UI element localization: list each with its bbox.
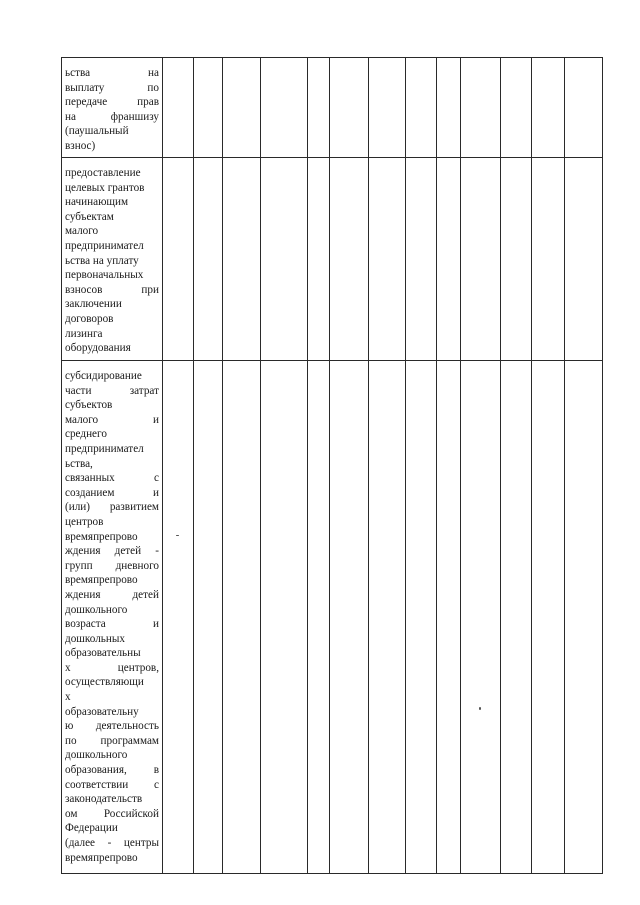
- empty-cell: [261, 58, 308, 158]
- row-2-description-cell: [62, 158, 163, 361]
- cell-text-line: времяпрепрово: [65, 574, 138, 587]
- cell-text-line: образовательны: [65, 647, 141, 660]
- document-table: [61, 57, 603, 874]
- cell-text-line: части затрат: [65, 384, 159, 397]
- cell-text-line: (далее - центры: [65, 837, 159, 849]
- empty-cell: [261, 158, 308, 361]
- empty-cell: [532, 158, 565, 361]
- cell-text-line: субъектов: [65, 399, 113, 412]
- table-row: [62, 361, 603, 874]
- empty-cell: [261, 361, 308, 874]
- cell-text-line: созданием и: [65, 486, 159, 499]
- empty-cell: [501, 58, 532, 158]
- cell-text-line: взнос): [65, 139, 96, 152]
- row-1-description-cell: [62, 58, 163, 158]
- scan-speck: [176, 535, 179, 536]
- empty-cell: [532, 58, 565, 158]
- cell-text-line: образования, в: [65, 764, 159, 777]
- cell-text-line: ьства на: [65, 67, 159, 79]
- cell-text-line: центров: [65, 515, 104, 528]
- empty-cell: [369, 58, 406, 158]
- cell-text-line: Федерации: [65, 822, 118, 835]
- empty-cell: [163, 361, 194, 874]
- cell-text-line: малого: [65, 225, 99, 238]
- cell-text-line: договоров: [65, 312, 114, 325]
- cell-text-line: выплату по: [65, 81, 159, 94]
- empty-cell: [461, 58, 501, 158]
- empty-cell: [330, 361, 369, 874]
- cell-text-line: предпринимател: [65, 239, 144, 252]
- cell-text-line: оборудования: [65, 342, 131, 355]
- empty-cell: [330, 158, 369, 361]
- empty-cell: [565, 58, 603, 158]
- cell-text-line: передаче прав: [65, 96, 159, 109]
- empty-cell: [194, 158, 223, 361]
- cell-text-line: связанных с: [65, 472, 159, 485]
- cell-text-line: предоставление: [65, 167, 141, 179]
- cell-text-line: ждения детей: [65, 588, 159, 601]
- cell-text-line: субъектам: [65, 210, 114, 223]
- row-3-description-cell: [62, 361, 163, 874]
- cell-text-line: (или) развитием: [65, 501, 159, 514]
- empty-cell: [194, 58, 223, 158]
- cell-text-line: ждения детей -: [65, 545, 159, 558]
- empty-cell: [565, 158, 603, 361]
- empty-cell: [308, 58, 330, 158]
- empty-cell: [330, 58, 369, 158]
- empty-cell: [532, 361, 565, 874]
- empty-cell: [194, 361, 223, 874]
- cell-text-line: целевых грантов: [65, 181, 145, 194]
- cell-text-line: среднего: [65, 428, 107, 441]
- cell-text-line: предпринимател: [65, 442, 144, 455]
- cell-text-line: лизинга: [65, 327, 103, 340]
- empty-cell: [223, 58, 261, 158]
- empty-cell: [461, 158, 501, 361]
- empty-cell: [501, 361, 532, 874]
- cell-text-line: ом Российской: [65, 807, 159, 820]
- empty-cell: [369, 361, 406, 874]
- empty-cell: [437, 158, 461, 361]
- cell-text-line: групп дневного: [65, 559, 159, 572]
- empty-cell: [308, 158, 330, 361]
- cell-text-line: дошкольных: [65, 632, 125, 645]
- empty-cell: [163, 58, 194, 158]
- cell-text-line: взносов при: [65, 283, 159, 296]
- cell-text-line: осуществляющи: [65, 676, 144, 689]
- cell-text-line: х центров,: [65, 661, 159, 674]
- cell-text-line: (паушальный: [65, 125, 129, 138]
- cell-text-line: законодательств: [65, 793, 143, 806]
- scan-speck: [479, 707, 481, 710]
- cell-text-line: соответствии с: [65, 778, 159, 791]
- empty-cell: [223, 361, 261, 874]
- cell-text-line: времяпрепрово: [65, 851, 138, 864]
- cell-text-line: на франшизу: [65, 110, 159, 123]
- cell-text-line: по программам: [65, 734, 159, 747]
- cell-text-line: возраста и: [65, 618, 159, 631]
- empty-cell: [406, 58, 437, 158]
- empty-cell: [369, 158, 406, 361]
- empty-cell: [565, 361, 603, 874]
- cell-text-line: времяпрепрово: [65, 530, 138, 543]
- empty-cell: [461, 361, 501, 874]
- cell-text-line: дошкольного: [65, 603, 128, 616]
- cell-text-line: образовательну: [65, 705, 139, 718]
- empty-cell: [406, 361, 437, 874]
- empty-cell: [223, 158, 261, 361]
- cell-text-line: ьства на уплату: [65, 254, 139, 267]
- cell-text-line: ьства,: [65, 457, 93, 470]
- empty-cell: [308, 361, 330, 874]
- cell-text-line: дошкольного: [65, 749, 128, 762]
- cell-text-line: заключении: [65, 298, 122, 311]
- cell-text-line: малого и: [65, 413, 159, 426]
- cell-text-line: первоначальных: [65, 269, 144, 282]
- cell-text-line: ю деятельность: [65, 720, 159, 733]
- empty-cell: [437, 361, 461, 874]
- table-row: [62, 158, 603, 361]
- empty-cell: [501, 158, 532, 361]
- cell-text-line: начинающим: [65, 196, 129, 209]
- empty-cell: [406, 158, 437, 361]
- empty-cell: [163, 158, 194, 361]
- table-row: [62, 58, 603, 158]
- empty-cell: [437, 58, 461, 158]
- cell-text-line: субсидирование: [65, 370, 142, 382]
- cell-text-line: х: [65, 691, 71, 704]
